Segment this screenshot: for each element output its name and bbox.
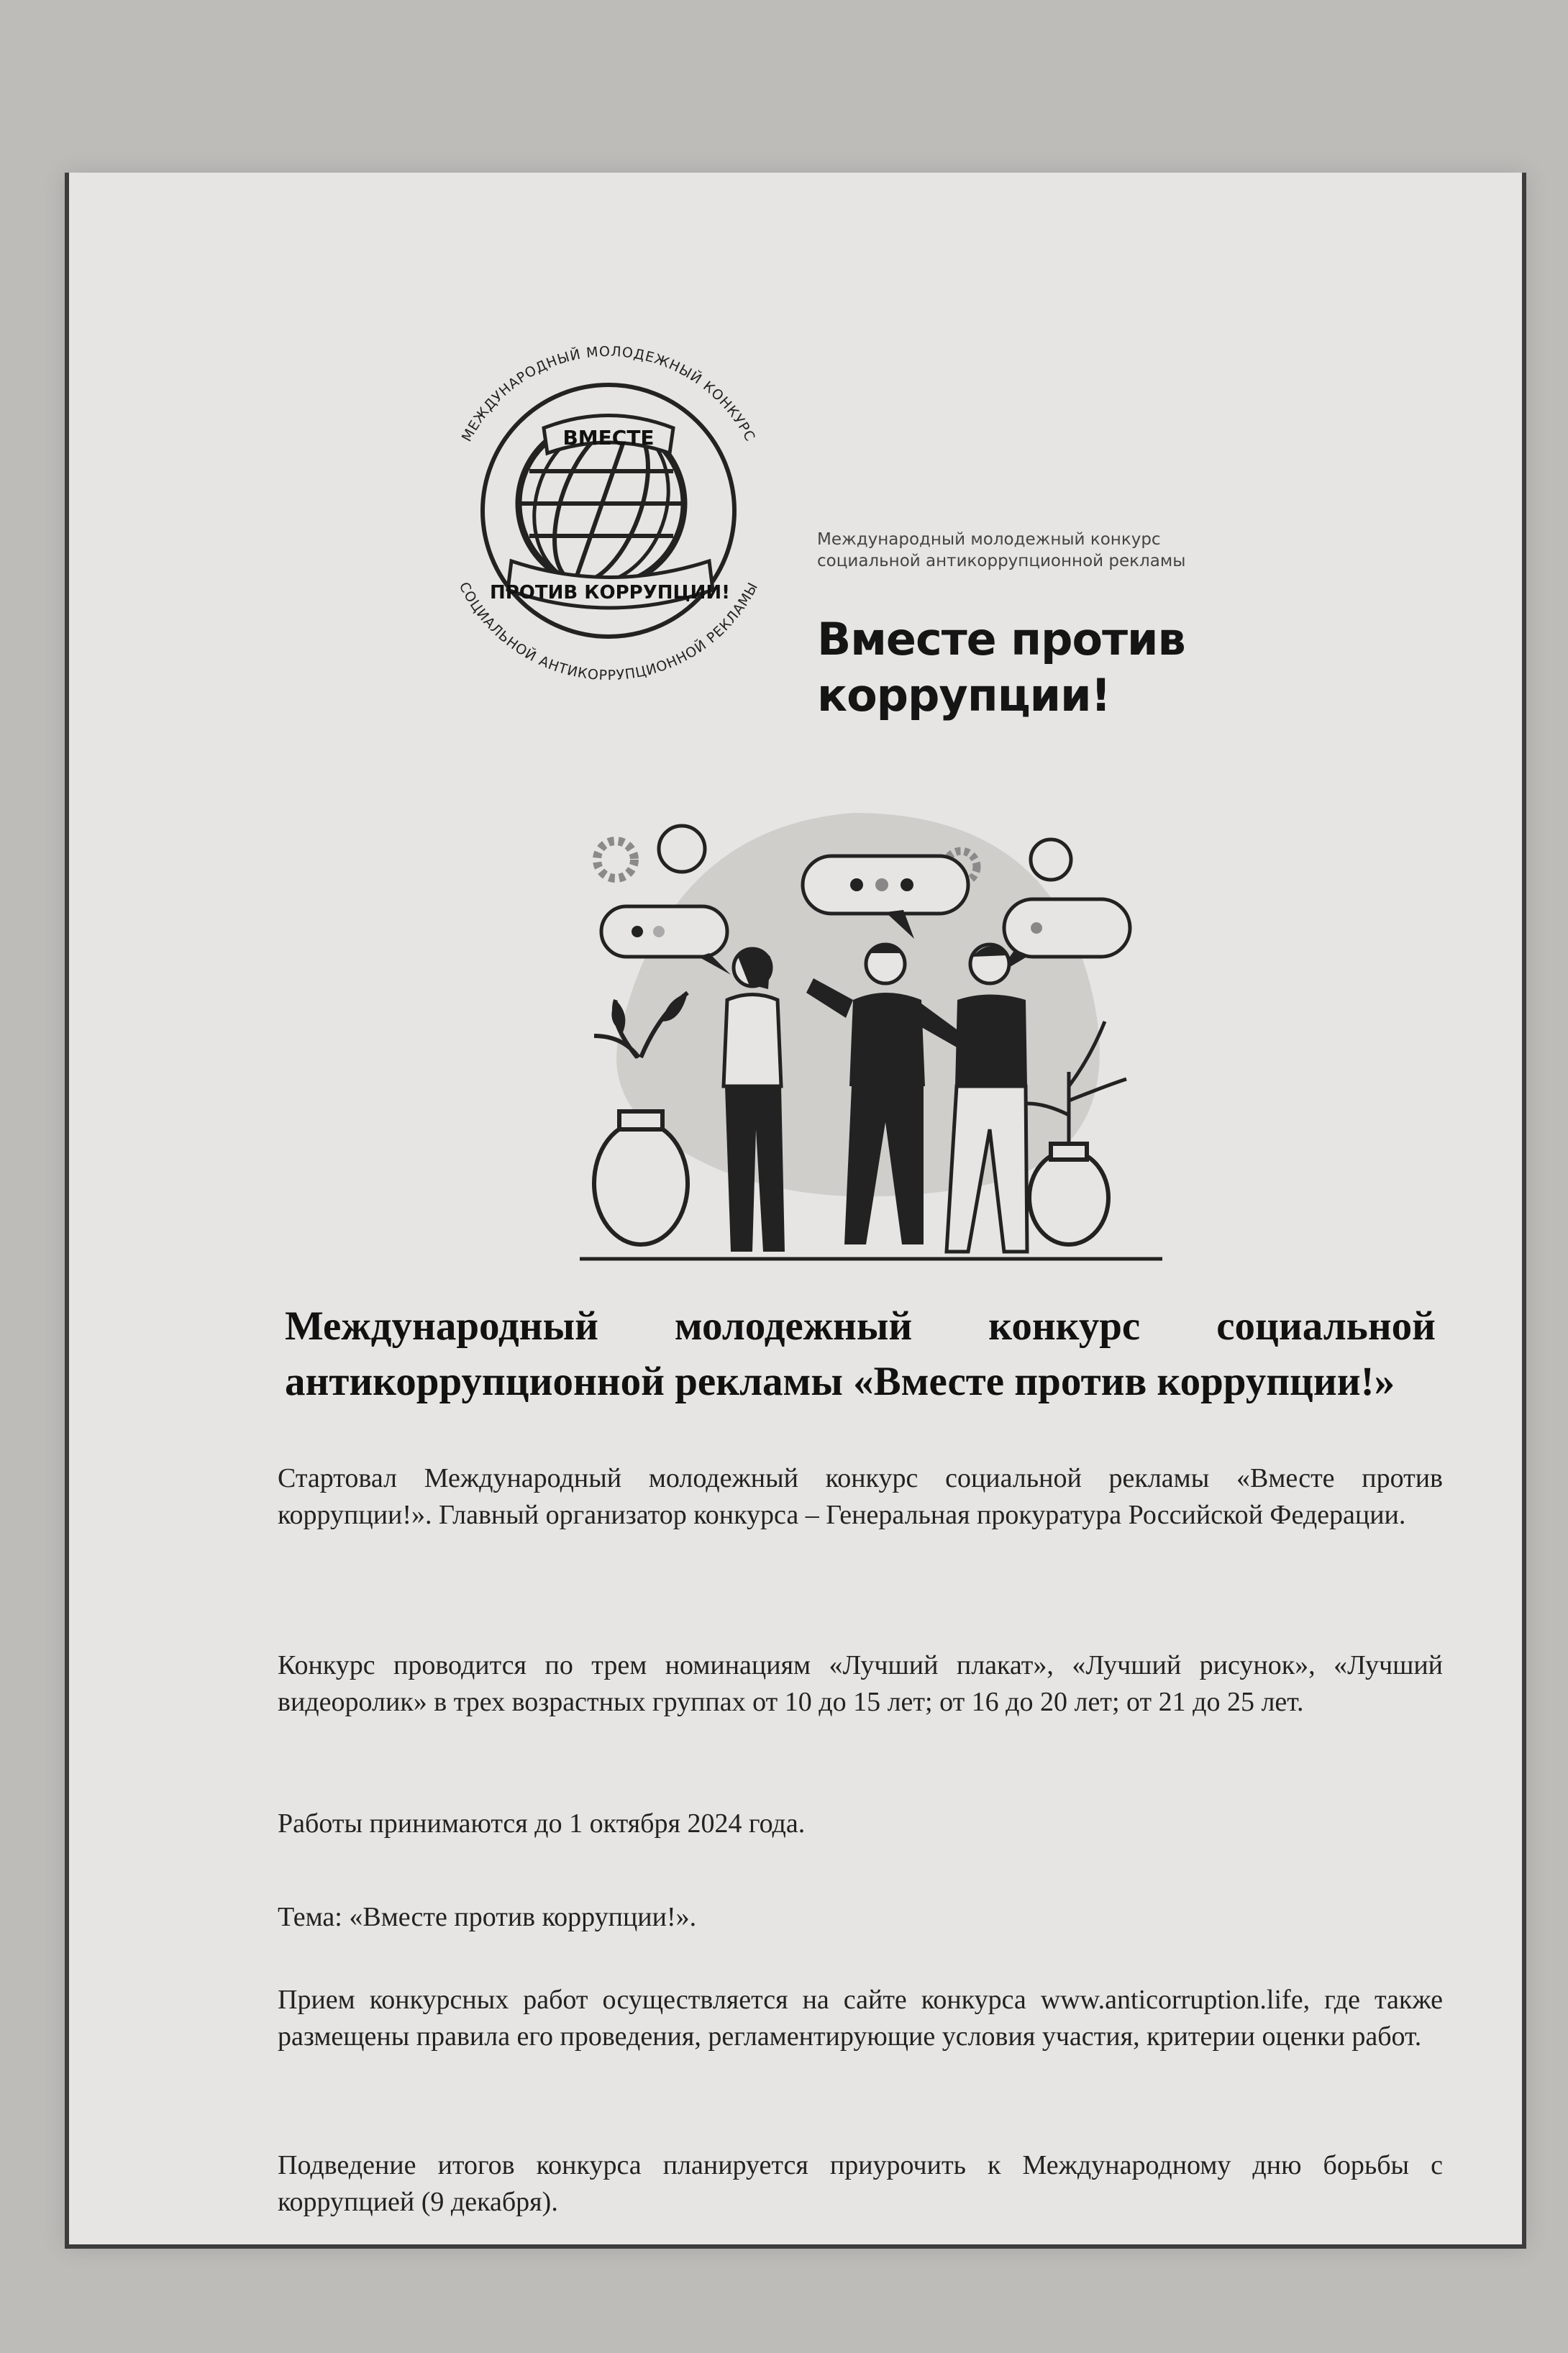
brand-title-line2: коррупции!: [817, 669, 1111, 722]
printed-page: [65, 173, 1526, 2249]
brand-subtitle-line1: Международный молодежный конкурс: [817, 530, 1161, 549]
paragraph-theme: Тема: «Вместе против коррупции!».: [278, 1902, 697, 1932]
people-discussion-icon: [515, 784, 1220, 1288]
paragraph-deadline: Работы принимаются до 1 октября 2024 года.: [278, 1808, 806, 1839]
paragraph-submission: Прием конкурсных работ осуществляется на сайте конкурса www.anticorruption.life, где также размещены правила его проведения, регламентирующие условия участия, критерии оценки работ.: [278, 1985, 1443, 2052]
paragraph-intro: Стартовал Международный молодежный конкурс социальной рекламы «Вместе против коррупции!». Главный организатор конкурса – Генеральная прокуратура Российской Федерации.: [278, 1463, 1443, 1530]
brand-subtitle: [817, 529, 1292, 572]
contest-logo: [386, 273, 831, 719]
logo-word-top: ВМЕСТЕ: [562, 426, 655, 450]
logo-bottom-arc: СОЦИАЛЬНОЙ АНТИКОРРУПЦИОННОЙ РЕКЛАМЫ: [455, 579, 762, 684]
paragraph-results: Подведение итогов конкурса планируется приурочить к Международному дню борьбы с коррупцией (9 декабря).: [278, 2150, 1443, 2217]
discussion-illustration: [515, 784, 1220, 1288]
brand-title-line1: Вместе против: [817, 613, 1185, 665]
logo-seal-icon: [386, 273, 831, 719]
paragraph-nominations: Конкурс проводится по трем номинациям «Лучший плакат», «Лучший рисунок», «Лучший видеоролик» в трех возрастных группах от 10 до 15 лет; от 16 до 20 лет; от 21 до 25 лет.: [278, 1650, 1443, 1717]
brand-subtitle-line2: социальной антикоррупционной рекламы: [817, 552, 1186, 570]
logo-word-bottom: ПРОТИВ КОРРУПЦИИ!: [489, 582, 731, 604]
brand-title: [817, 611, 1364, 724]
logo-top-arc: МЕЖДУНАРОДНЫЙ МОЛОДЕЖНЫЙ КОНКУРС: [458, 343, 759, 445]
article-headline: Международный молодежный конкурс социальной антикоррупционной рекламы «Вместе против коррупции!»: [285, 1303, 1436, 1404]
